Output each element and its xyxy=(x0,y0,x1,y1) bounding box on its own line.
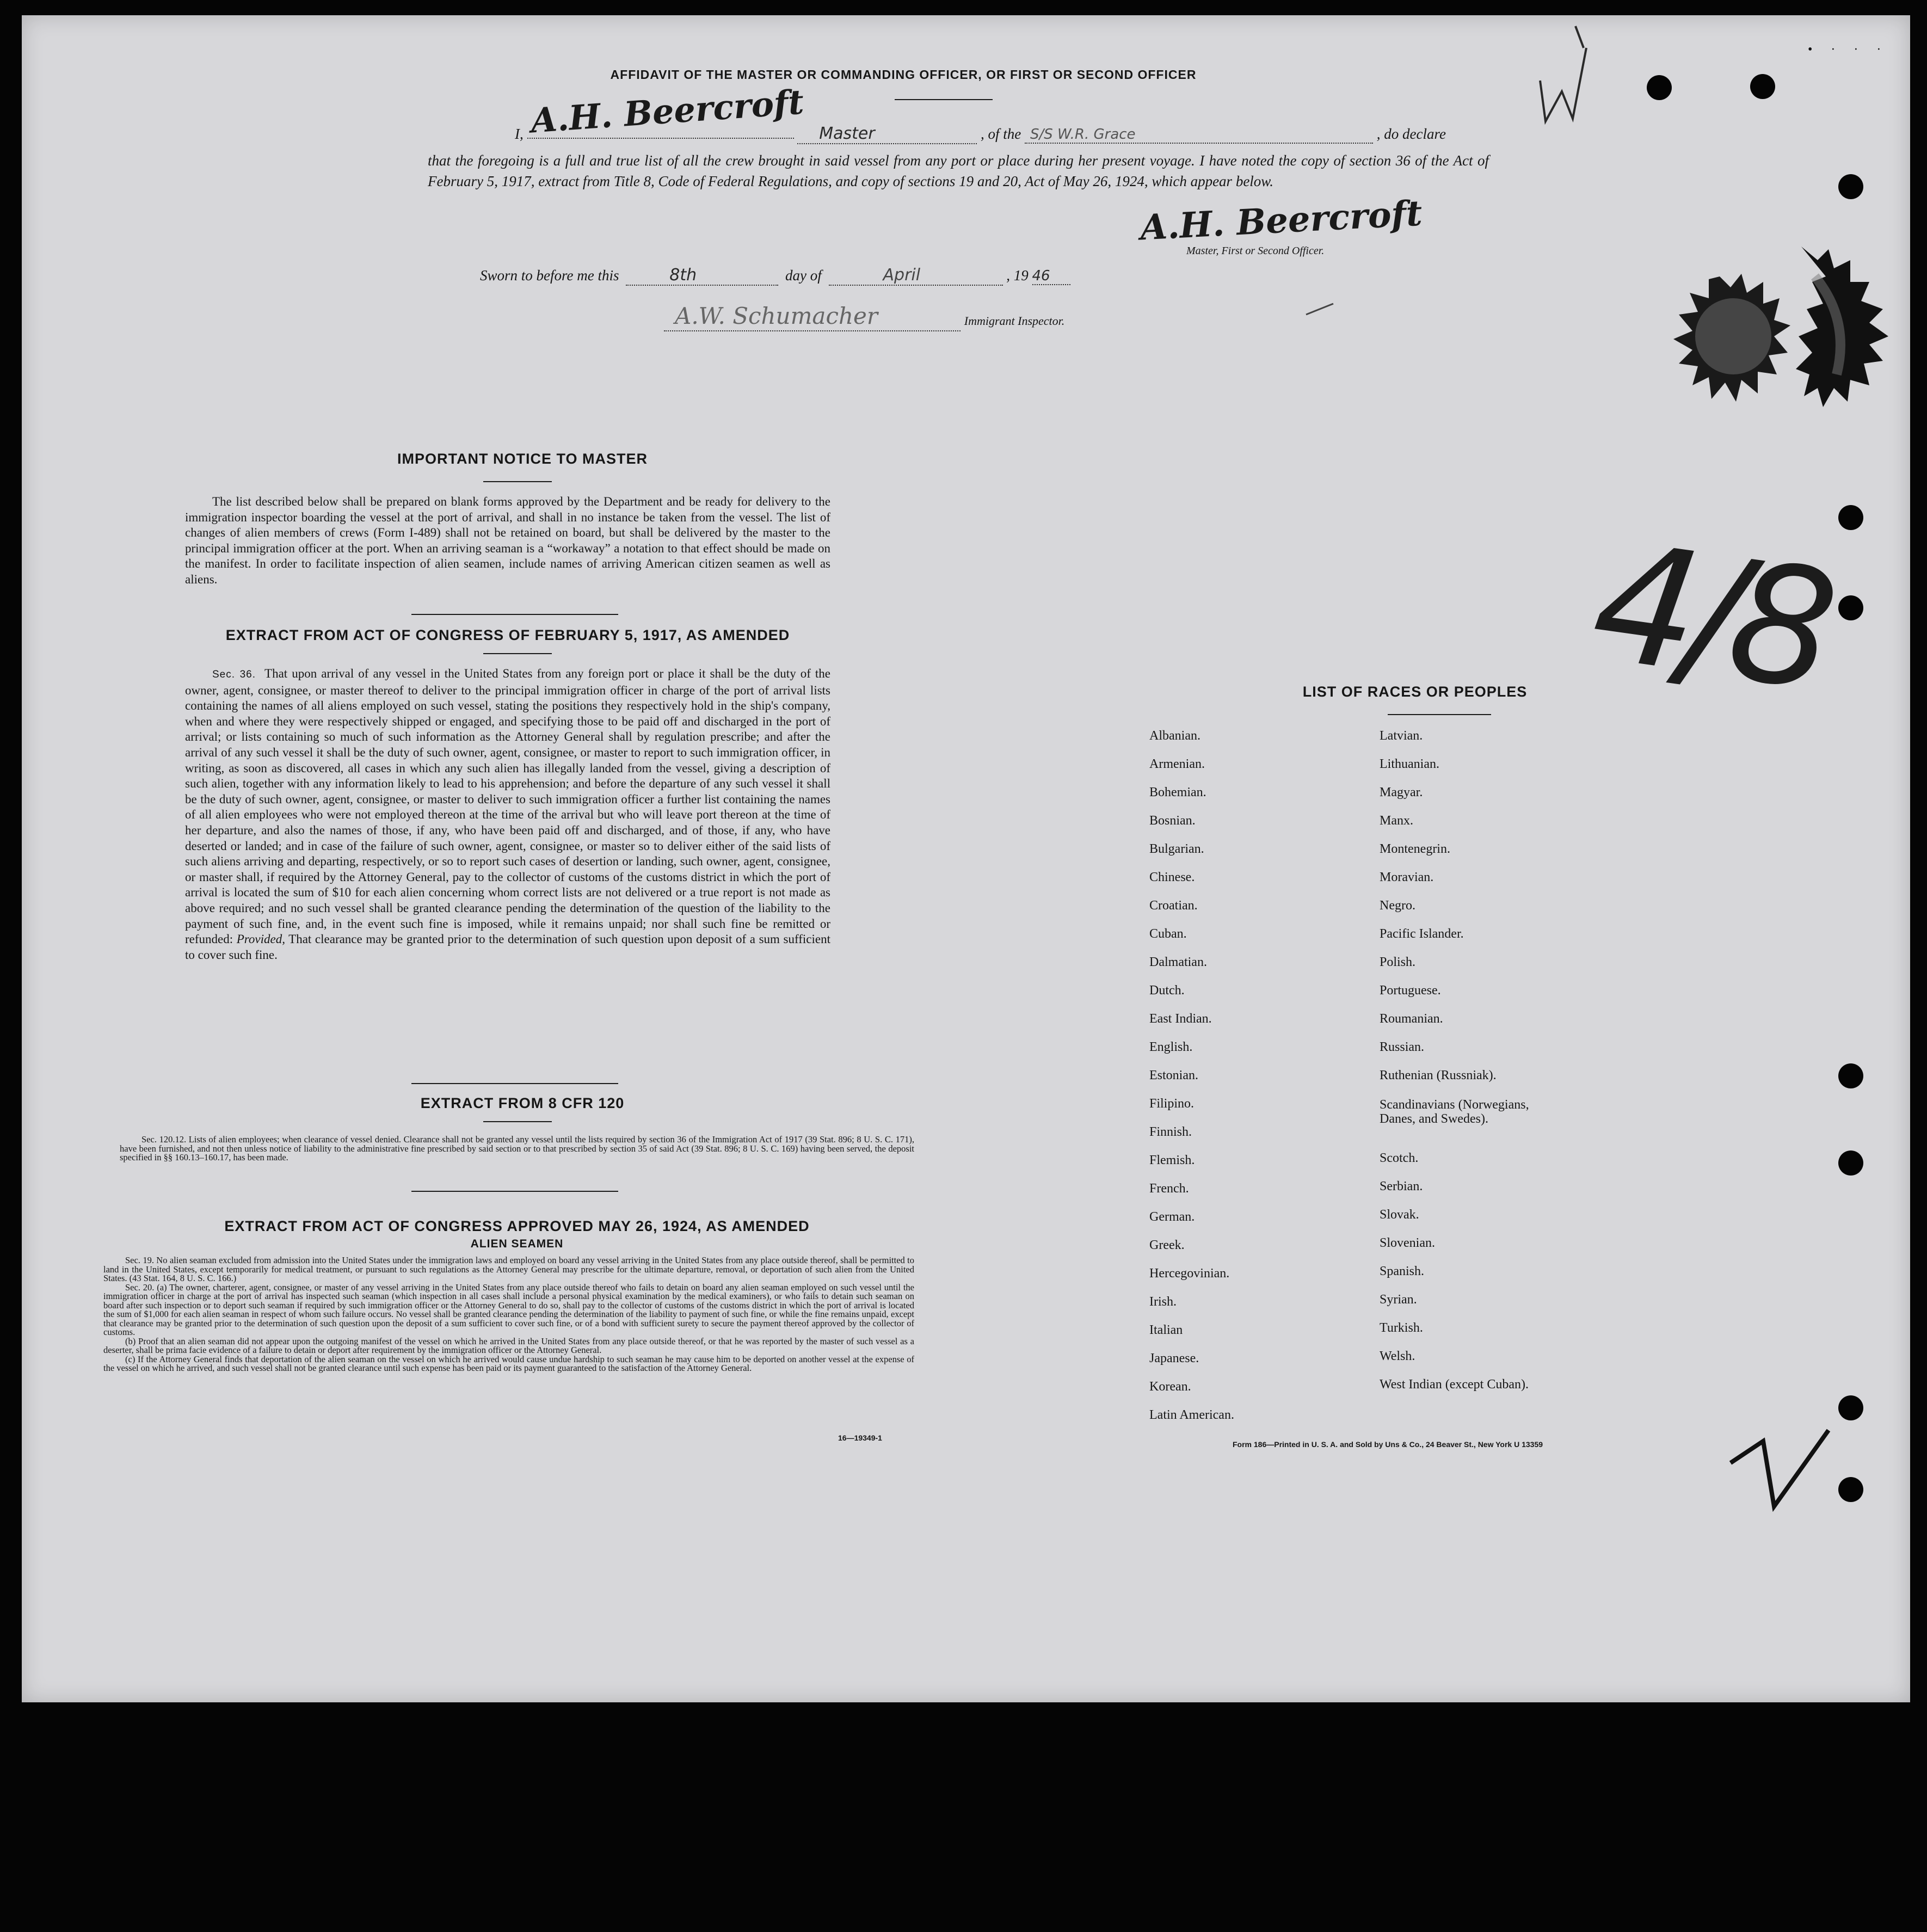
inspector-signature: A.W. Schumacher xyxy=(675,303,878,329)
sec-36-label: Sec. 36. xyxy=(212,669,256,680)
sworn-day-value: 8th xyxy=(669,266,697,285)
notice-heading-rule xyxy=(483,481,552,482)
race-item: Syrian. xyxy=(1380,1293,1417,1307)
corner-dots: • · · · xyxy=(1808,42,1889,57)
race-item: Albanian. xyxy=(1149,729,1200,743)
race-item: Filipino. xyxy=(1149,1097,1195,1111)
sec-36-paragraph xyxy=(185,666,830,963)
punch-hole xyxy=(1838,1063,1863,1088)
race-item: West Indian (except Cuban). xyxy=(1380,1377,1529,1392)
sworn-year-field xyxy=(1032,267,1070,285)
seal-right xyxy=(1796,247,1888,407)
provided-label: Provided, xyxy=(236,932,285,946)
printer-imprint: Form 186—Printed in U. S. A. and Sold by Uns & Co., 24 Beaver St., New York U 13359 xyxy=(1233,1440,1543,1449)
master-signature-caption: Master, First or Second Officer. xyxy=(1186,245,1325,257)
race-item: Estonian. xyxy=(1149,1068,1198,1082)
race-item: Irish. xyxy=(1149,1295,1177,1309)
extract-cfr-body xyxy=(120,1135,914,1162)
sworn-day-field xyxy=(626,266,778,286)
alien-seamen-subheading: ALIEN SEAMEN xyxy=(470,1238,564,1250)
race-item: Montenegrin. xyxy=(1380,842,1450,856)
race-item: Russian. xyxy=(1380,1040,1425,1054)
document-page xyxy=(22,15,1910,1702)
do-declare-label: , do declare xyxy=(1376,126,1446,142)
seal-left xyxy=(1673,274,1790,402)
race-item: Bosnian. xyxy=(1149,814,1196,828)
race-item: Negro. xyxy=(1380,899,1415,913)
punch-hole xyxy=(1838,505,1863,530)
extract-1917-body xyxy=(185,666,830,963)
inspector-signature-field xyxy=(664,304,961,331)
notice-body xyxy=(185,494,830,588)
notice-paragraph: The list described below shall be prepared on blank forms approved by the Department and be ready for delivery to the immigration inspector boarding the vessel at the port of arrival, and shall in no instance be taken from the vessel. The list of changes of alien members of crews (Form I-489) shall not be retained on board, but shall be delivered by the master to the principal immigration officer at the port. When an arriving seaman is a “workaway” a notation to that effect should be made on the manifest. In order to facilitate inspection of alien seamen, include names of arriving American citizen seamen as well as aliens. xyxy=(185,495,830,586)
sworn-label: Sworn to before me this xyxy=(480,267,619,284)
pencil-dash-icon xyxy=(1301,298,1344,320)
race-item: Magyar. xyxy=(1380,785,1423,799)
extract-1924-body xyxy=(103,1256,914,1373)
extract-cfr-separator xyxy=(411,1191,618,1192)
race-item: Finnish. xyxy=(1149,1125,1192,1139)
i-label: I, xyxy=(515,126,524,142)
sec-120-paragraph: Sec. 120.12. Lists of alien employees; when clearance of vessel denied. Clearance shall not be granted any vessel until the lists required by section 36 of the Immigration Act of 1917 (39 Stat. 896; 8 U. S. C. 171), have been furnished, and not then unless notice of liability to the administrative fine prescribed by said section or to that prescribed by section 35 of said Act (39 Stat. 896; 8 U. S. C. 169) having been served, the deposit specified in §§ 160.13–160.17, has been made. xyxy=(120,1134,914,1162)
sec-20c-paragraph: (c) If the Attorney General finds that deportation of the alien seaman on the vessel on which he arrived would cause undue hardship to such seaman he may cause him to be deported on another vessel at the expense of the vessel on which he arrived, and such vessel shall not be granted clearance until such expense has been paid or its payment guaranteed to the satisfaction of the Attorney General. xyxy=(103,1353,914,1373)
race-item: Chinese. xyxy=(1149,870,1195,884)
extract-cfr-heading: EXTRACT FROM 8 CFR 120 xyxy=(420,1095,625,1111)
race-item: Polish. xyxy=(1380,955,1416,969)
race-item: Moravian. xyxy=(1380,870,1434,884)
race-item: Greek. xyxy=(1149,1238,1185,1252)
sworn-year-value: 46 xyxy=(1032,268,1050,284)
punch-hole xyxy=(1838,1395,1863,1420)
punch-hole xyxy=(1838,174,1863,199)
sec-36-body: That upon arrival of any vessel in the United States from any foreign port or place it shall be the duty of the owner, agent, consignee, or master thereof to deliver to the principal immigration officer in charge of the port of arrival lists containing the names of all aliens employed on such vessel, stating the positions they respectively hold in the ship's company, when and where they were respectively shipped or engaged, and specifying those to be paid off and discharged in the port of arrival; or lists containing so much of such information as the Attorney General shall by regulation prescribe; and after the arrival of any such vessel it shall be the duty of such owner, agent, consignee, or master to report to such immigration officer, in writing, as soon as discovered, all cases in which any such alien has illegally landed from the vessel, giving a description of such alien, together with any information likely to lead to his apprehension; and before the departure of any such vessel it shall be the duty of such owner, agent, consignee, or master to deliver to such immigration officer a further list containing the names of all alien employees who were not employed thereon at the time of the arrival but who will leave port thereon at the time of her departure, and also the names of those, if any, who have been paid off and discharged, and of those, if any, who have deserted or landed; and in case of the failure of such owner, agent, consignee, or master so to deliver either of the said lists of such aliens arriving and departing, respectively, or so to report such cases of desertion or landing, such owner, agent, consignee, or master shall, if required by the Attorney General, pay to the collector of customs of the customs district in which the port of arrival is located the sum of $10 for each alien concerning whom correct lists are not delivered or a true report is not made as above required; and no such vessel shall be granted clearance pending the determination of the question of the liability to the payment of such fine, and, in the event such fine is imposed, while it remains unpaid; nor shall such fine be remitted or refunded: xyxy=(185,667,830,946)
extract-cfr-heading-rule xyxy=(483,1121,552,1122)
race-item: Dutch. xyxy=(1149,983,1185,998)
extract-1924-heading: EXTRACT FROM ACT OF CONGRESS APPROVED MAY 26, 1924, AS AMENDED xyxy=(224,1218,810,1234)
race-item: Spanish. xyxy=(1380,1264,1425,1278)
race-item: Hercegovinian. xyxy=(1149,1266,1230,1281)
race-item: Scotch. xyxy=(1380,1151,1419,1165)
extract-1917-heading: EXTRACT FROM ACT OF CONGRESS OF FEBRUARY 5, 1917, AS AMENDED xyxy=(225,627,790,643)
race-item: Slovenian. xyxy=(1380,1236,1435,1250)
year-label: , 19 xyxy=(1006,267,1029,284)
punch-hole xyxy=(1838,1150,1863,1176)
race-item: Dalmatian. xyxy=(1149,955,1207,969)
punch-hole xyxy=(1647,75,1672,100)
race-item: Armenian. xyxy=(1149,757,1205,771)
race-item: Japanese. xyxy=(1149,1351,1199,1365)
race-item: Ruthenian (Russniak). xyxy=(1380,1068,1497,1082)
punch-hole xyxy=(1838,1477,1863,1502)
sec-20a-paragraph: Sec. 20. (a) The owner, charterer, agent, consignee, or master of any vessel arriving in the United States from any place outside thereof who fails to detain on board any alien seaman employed on such vessel until the immigration officer in charge at the port of arrival has inspected such seaman (which inspection in all cases shall include a personal physical examination by the medical examiners), or who fails to detain such seaman on board after such inspection or to deport such seaman if required by such immigration officer or the Attorney General to do so, shall pay to the collector of customs of the customs district in which the port of arrival is located the sum of $1,000 for each alien seaman in respect of whom such failure occurs. No vessel shall be granted clearance pending the determination of the liability to payment of such fine, or while the fine remains unpaid, except that clearance may be granted prior to the determination of such question upon the deposit of a sum sufficient to cover such fine, or of a bond with sufficient surety to secure the payment thereof approved by the collector of customs. xyxy=(103,1282,914,1337)
race-item: Latin American. xyxy=(1149,1408,1234,1422)
inspector-caption: Immigrant Inspector. xyxy=(964,314,1065,328)
vessel-field xyxy=(1025,126,1373,144)
extract-1917-separator xyxy=(411,1083,618,1084)
sworn-line xyxy=(480,266,1070,286)
race-item: Serbian. xyxy=(1380,1179,1423,1193)
form-code: 16—19349-1 xyxy=(838,1433,882,1442)
affidavit-title-rule xyxy=(895,99,993,100)
rank-field xyxy=(797,124,977,144)
notary-seal-image xyxy=(1654,244,1916,462)
sec-19-paragraph: Sec. 19. No alien seaman excluded from admission into the United States under the immigration laws and employed on board any vessel arriving in the United States from any place outside thereof, shall be permitted to land in the United States, except temporarily for medical treatment, or pursuant to such regulations as the Attorney General may prescribe for the ultimate departure, removal, or deportation of such alien from the United States. (43 Stat. 164, 8 U. S. C. 166.) xyxy=(103,1255,914,1283)
races-heading-rule xyxy=(1388,714,1491,715)
master-signature-top: A.H. Beercroft xyxy=(530,82,805,141)
sworn-month-field xyxy=(829,266,1003,286)
races-heading: LIST OF RACES OR PEOPLES xyxy=(1302,684,1528,700)
punch-hole xyxy=(1838,595,1863,620)
vessel-value: S/S W.R. Grace xyxy=(1030,126,1136,143)
check-mark-top-icon xyxy=(1524,15,1600,140)
race-item: Turkish. xyxy=(1380,1321,1423,1335)
race-item: Welsh. xyxy=(1380,1349,1415,1363)
sec-20b-paragraph: (b) Proof that an alien seaman did not appear upon the outgoing manifest of the vessel on which he arrived in the United States from any place outside thereof, or that he was reported by the master of such vessel as a deserter, shall be prima facie evidence of a failure to detain or deport after requirement by the immigration officer or the Attorney General. xyxy=(103,1336,914,1355)
affidavit-title: AFFIDAVIT OF THE MASTER OR COMMANDING OFFICER, OR FIRST OR SECOND OFFICER xyxy=(610,67,1197,82)
inspector-line xyxy=(664,304,1064,331)
race-item: East Indian. xyxy=(1149,1012,1212,1026)
race-item: Flemish. xyxy=(1149,1153,1195,1167)
race-item: Bohemian. xyxy=(1149,785,1206,799)
race-item: Cuban. xyxy=(1149,927,1187,941)
race-item: Pacific Islander. xyxy=(1380,927,1464,941)
notice-separator xyxy=(411,614,618,615)
punch-hole xyxy=(1750,74,1775,99)
race-item: Italian xyxy=(1149,1323,1183,1337)
sec-36-body-after: That clearance may be granted prior to the determination of such question upon deposit of a sum sufficient to cover such fine. xyxy=(185,932,830,962)
page-number-annotation: 4/8 xyxy=(1582,506,1837,727)
race-item: English. xyxy=(1149,1040,1193,1054)
master-signature: A.H. Beercroft xyxy=(1139,193,1424,249)
race-item: Latvian. xyxy=(1380,729,1423,743)
race-item: Portuguese. xyxy=(1380,983,1441,998)
race-item: Bulgarian. xyxy=(1149,842,1204,856)
check-mark-bottom-icon xyxy=(1720,1419,1839,1528)
rank-value: Master xyxy=(819,124,875,143)
race-item: Manx. xyxy=(1380,814,1413,828)
extract-1917-heading-rule xyxy=(483,653,552,654)
race-item: Korean. xyxy=(1149,1380,1191,1394)
race-item: Croatian. xyxy=(1149,899,1198,913)
race-item: Scandinavians (Norwegians, Danes, and Swedes). xyxy=(1380,1098,1529,1126)
of-the-label: , of the xyxy=(981,126,1021,142)
race-item: French. xyxy=(1149,1182,1189,1196)
day-of-label: day of xyxy=(785,267,822,284)
race-item: Lithuanian. xyxy=(1380,757,1439,771)
sworn-month-value: April xyxy=(883,266,921,285)
notice-heading: IMPORTANT NOTICE TO MASTER xyxy=(397,451,648,467)
race-item: German. xyxy=(1149,1210,1195,1224)
race-item: Slovak. xyxy=(1380,1208,1419,1222)
affidavit-body: that the foregoing is a full and true list of all the crew brought in said vessel from any port or place during her present voyage. I have noted the copy of section 36 of the Act of February 5, 1917, extract from Title 8, Code of Federal Regulations, and copy of sections 19 and 20, Act of May 26, 1924, which appear below. xyxy=(428,152,1489,189)
race-item: Roumanian. xyxy=(1380,1012,1443,1026)
